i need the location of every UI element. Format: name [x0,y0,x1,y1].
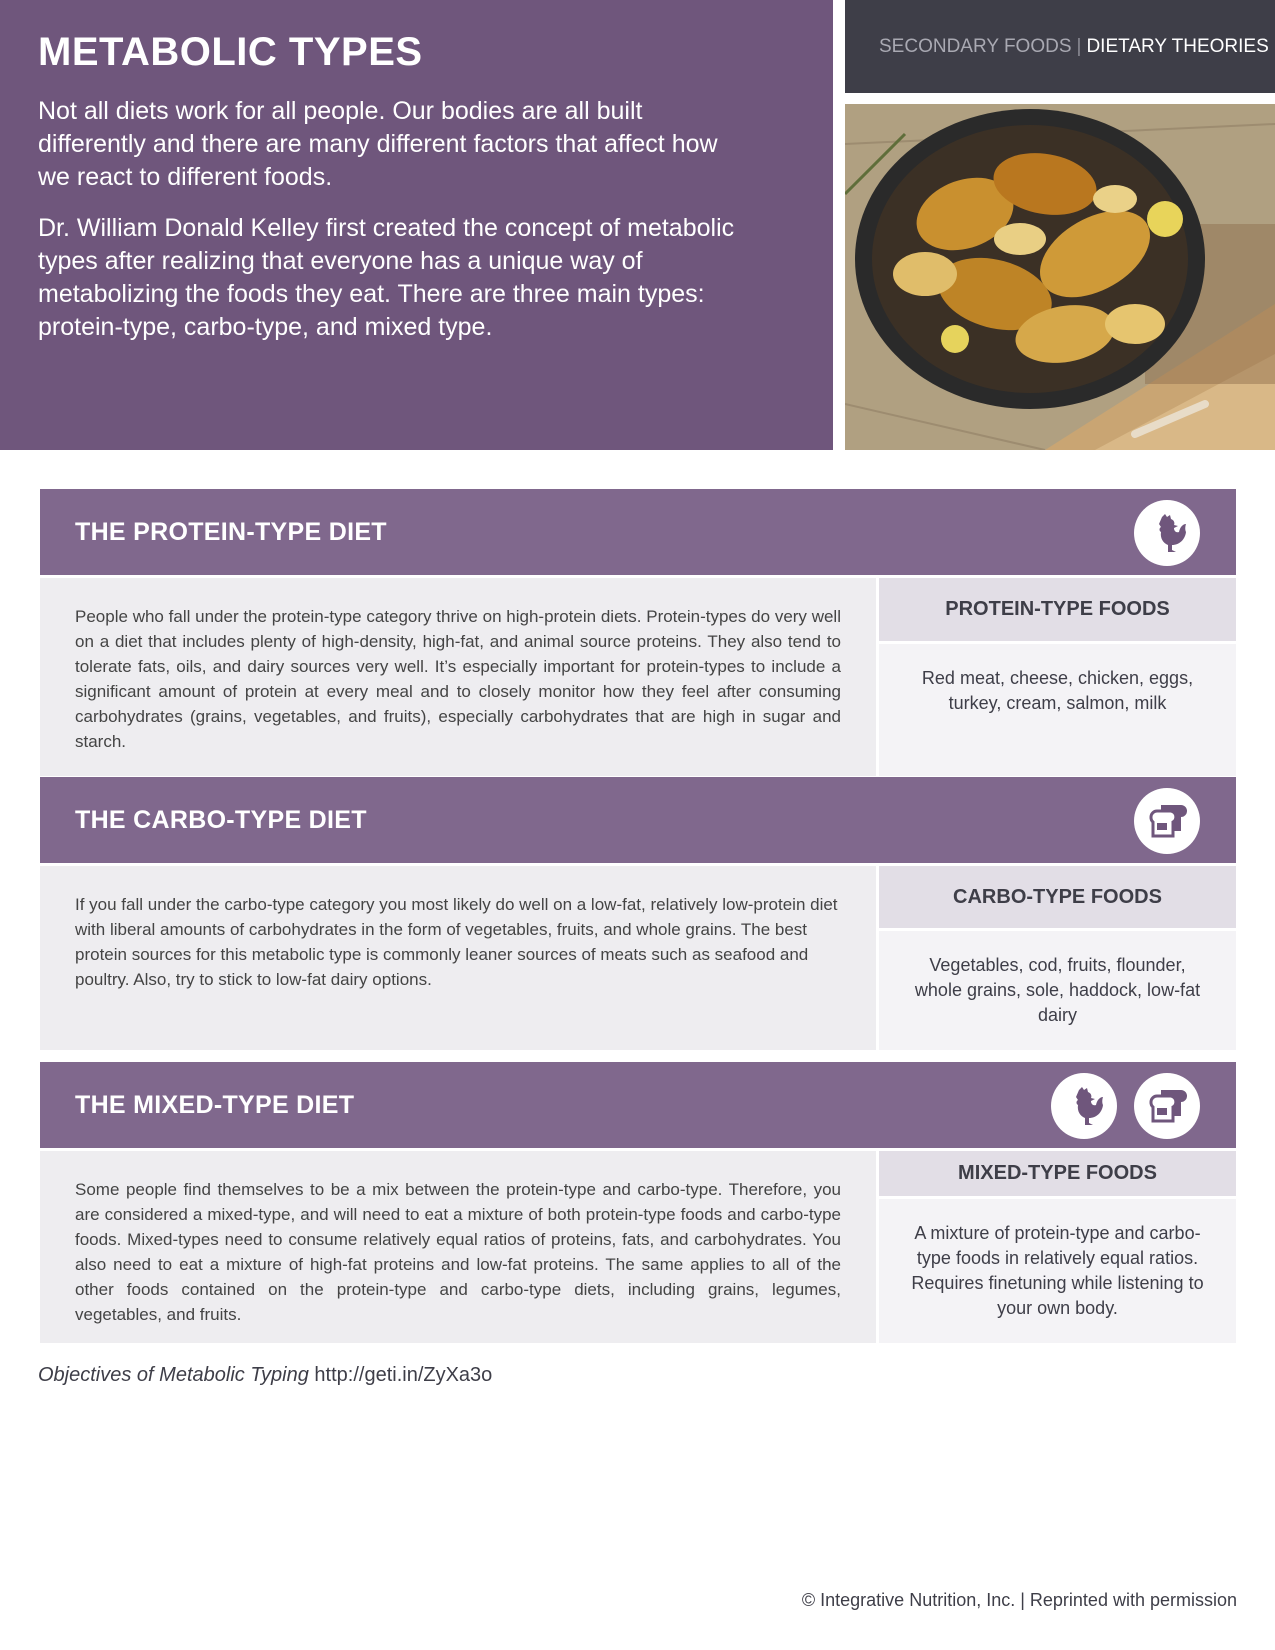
citation [38,1364,492,1387]
rooster-icon [1134,500,1200,566]
foods-panel [879,866,1236,1050]
protein-type-section [40,489,1236,776]
hero-panel [0,0,833,450]
section-description: If you fall under the carbo-type category you most likely do well on a low-fat, relatively low-protein diet with liberal amounts of carbohydrates in the form of vegetables, fruits, and whole grains. The best protein sources for this metabolic type is commonly leaner sources of meats such as seafood and poultry. Also, try to stick to low-fat dairy options. [40,866,876,1050]
foods-list: Red meat, cheese, chicken, eggs, turkey, cream, salmon, milk [879,644,1236,776]
foods-list: Vegetables, cod, fruits, flounder, whole grains, sole, haddock, low-fat dairy [879,931,1236,1050]
foods-panel [879,1151,1236,1343]
section-title: THE CARBO-TYPE DIET [75,805,367,834]
breadcrumb-separator: | [1076,35,1082,57]
citation-title: Objectives of Metabolic Typing [38,1364,309,1386]
foods-list: A mixture of protein-type and carbo-type foods in relatively equal ratios. Requires finetuning while listening to your own body. [879,1199,1236,1343]
foods-title: CARBO-TYPE FOODS [879,866,1236,928]
section-header [40,489,1236,575]
mixed-type-section [40,1062,1236,1343]
page-title: METABOLIC TYPES [38,30,423,74]
copyright-footer: © Integrative Nutrition, Inc. | Reprinted with permission [801,1590,1237,1610]
breadcrumb-current: DIETARY THEORIES [1086,35,1269,57]
section-title: THE MIXED-TYPE DIET [75,1090,355,1119]
carbo-type-section [40,777,1236,1050]
section-description: Some people find themselves to be a mix between the protein-type and carbo-type. Therefore, you are considered a mixed-type, and will need to eat a mixture of both protein-type foods and carbo-type foods. Mixed-types need to consume relatively equal ratios of proteins, fats, and carbohydrates. You also need to eat a mixture of high-fat proteins and low-fat proteins. The same applies to all of the other foods contained on the protein-type and carbo-type diets, including grains, legumes, vegetables, and fruits. [40,1151,876,1343]
intro-paragraph: Dr. William Donald Kelley first created the concept of metabolic types after realizing that everyone has a unique way of metabolizing the foods they eat. There are three main types: protein-type, carbo-type, and mixed type. [38,214,735,341]
bread-icon [1134,788,1200,854]
section-header [40,1062,1236,1148]
section-description: People who fall under the protein-type category thrive on high-protein diets. Protein-types do very well on a diet that includes plenty of high-density, high-fat, and animal source proteins. They also tend to tolerate fats, oils, and dairy sources very well. It’s especially important for protein-types to include a significant amount of protein at every meal and to closely monitor how they feel after consuming carbohydrates (grains, vegetables, and fruits), especially carbohydrates that are high in sugar and starch. [40,578,876,776]
breadcrumb-parent[interactable]: SECONDARY FOODS [879,35,1072,57]
rooster-icon [1051,1073,1117,1139]
section-title: THE PROTEIN-TYPE DIET [75,517,387,546]
foods-title: PROTEIN-TYPE FOODS [879,578,1236,641]
food-photo [845,104,1275,450]
bread-icon [1134,1073,1200,1139]
foods-panel [879,578,1236,776]
intro-paragraph: Not all diets work for all people. Our bodies are all built differently and there are many different factors that affect how we react to different foods. [38,97,718,191]
section-header [40,777,1236,863]
breadcrumb [845,0,1275,93]
citation-link[interactable]: http://geti.in/ZyXa3o [314,1364,493,1386]
foods-title: MIXED-TYPE FOODS [879,1151,1236,1196]
